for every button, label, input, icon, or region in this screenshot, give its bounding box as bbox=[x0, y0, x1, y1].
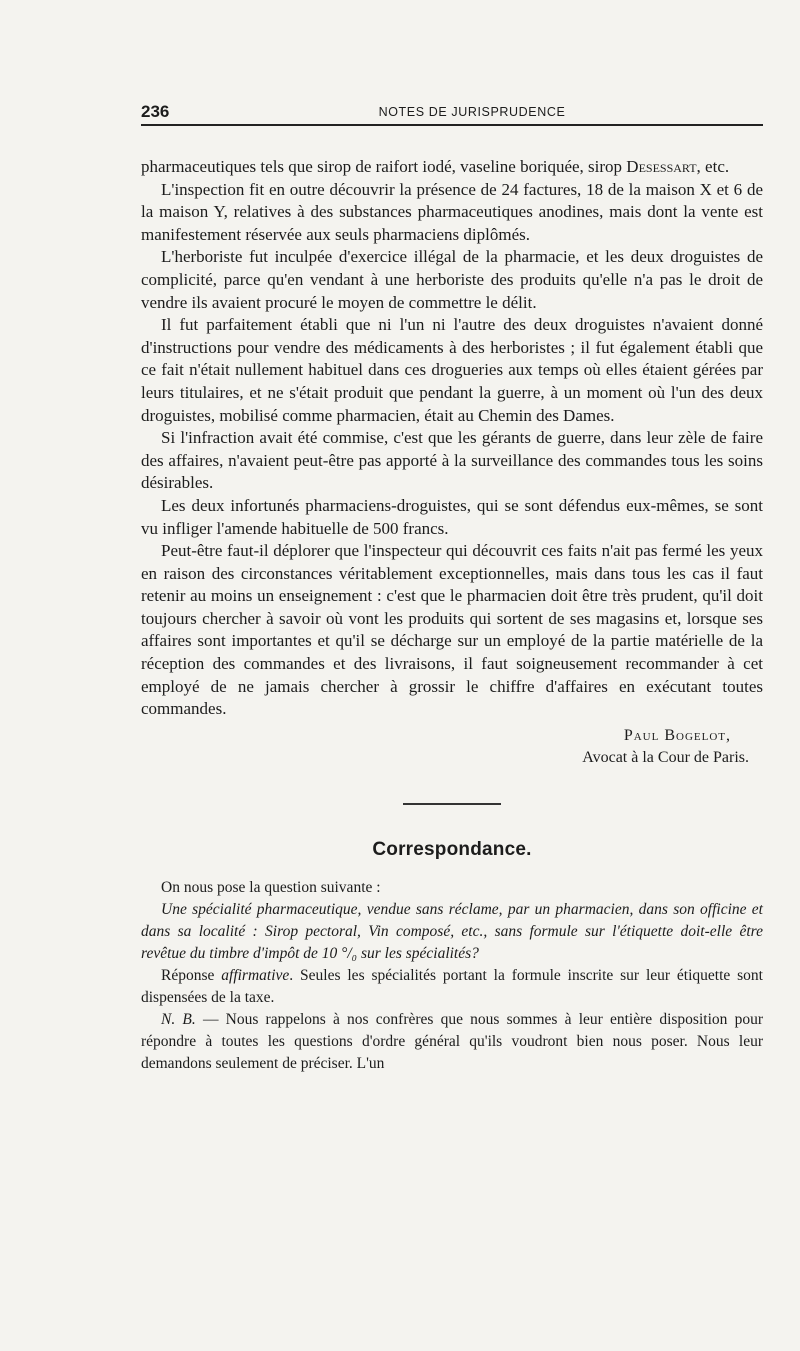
article-body bbox=[141, 156, 763, 721]
paragraph: L'inspection fit en outre découvrir la présence de 24 factures, 18 de la maison X et 6 de la maison Y, relatives à des substances pharmaceutiques anodines, mais dont la vente est manifestement réservée aux seuls pharmaciens diplômés. bbox=[141, 179, 763, 244]
paragraph: Il fut parfaitement établi que ni l'un ni l'autre des deux droguistes n'avaient donné d'instructions pour vendre des médicaments à des herboristes ; il fut également établi que ce fait n'était nullement habituel dans ces drogueries aux temps où elles étaient gérées par leurs titulaires, et ne s'était produit que pendant la guerre, à un moment où l'un des deux droguistes, mobilisé comme pharmacien, était au Chemin des Dames. bbox=[141, 315, 763, 425]
running-title: NOTES DE JURISPRUDENCE bbox=[378, 105, 566, 119]
section-title: Correspondance. bbox=[372, 838, 532, 860]
note bbox=[141, 1009, 763, 1075]
answer-word: affirmative bbox=[221, 966, 290, 984]
author-name: Paul Bogelot, bbox=[623, 726, 731, 744]
paragraph-text: , etc. bbox=[696, 157, 730, 176]
paragraph: L'herboriste fut inculpée d'exercice illégal de la pharmacie, et les deux droguistes de complicité, parce qu'en vendant à une herboriste des produits qu'elle n'a pas le droit de vendre ils avaient procuré le moyen de commettre le délit. bbox=[141, 247, 763, 312]
paragraph: On nous pose la question suivante : bbox=[161, 878, 381, 896]
page bbox=[141, 96, 763, 1075]
paragraph-text: pharmaceutiques tels que sirop de raifort iodé, vaseline boriquée, sirop bbox=[141, 157, 623, 176]
page-number: 236 bbox=[141, 102, 170, 121]
paragraph: Peut-être faut-il déplorer que l'inspecteur qui découvrit ces faits n'ait pas fermé les yeux en raison des circonstances véritablement exceptionnelles, mais dans tous les cas il faut retenir au moins un enseignement : c'est que le pharmacien doit être très prudent, qu'il doit toujours chercher à savoir où vont les produits qui sortent de ses magasins et, lorsque ses affaires sont importantes et qu'il se décharge sur un employé de la partie matérielle de la réception des commandes et des livraisons, il faut soigneusement recommander à cet employé de ne jamais chercher à grossir le chiffre d'affaires en exécutant toutes commandes. bbox=[141, 541, 763, 719]
paragraph: Si l'infraction avait été commise, c'est que les gérants de guerre, dans leur zèle de faire des affaires, n'avaient peut-être pas apporté à la surveillance des commandes tous les soins désirables. bbox=[141, 428, 763, 493]
note-text: — Nous rappelons à nos confrères que nous sommes à leur entière disposition pour répondre à toutes les questions d'ordre général qu'ils voudront bien nous poser. Nous leur demandons seulement de préciser. L'un bbox=[141, 1010, 763, 1072]
question: Une spécialité pharmaceutique, vendue sans réclame, par un pharmacien, dans son officine et dans sa localité : Sirop pectoral, Vin composé, etc., sans formule sur l'étiquette doit-elle être revêtue du timbre d'impôt de 10 °/₀ sur les spécialités? bbox=[141, 900, 763, 962]
correspondence-section bbox=[141, 877, 763, 1075]
page-header bbox=[141, 96, 763, 126]
author-title: Avocat à la Cour de Paris. bbox=[582, 748, 749, 766]
answer bbox=[141, 965, 763, 1009]
answer-prefix: Réponse bbox=[161, 966, 215, 984]
paragraph: Les deux infortunés pharmaciens-droguistes, qui se sont défendus eux-mêmes, se sont vu infliger l'amende habituelle de 500 francs. bbox=[141, 495, 763, 538]
paragraph bbox=[141, 156, 763, 179]
proper-name: Desessart bbox=[626, 157, 697, 176]
note-label: N. B. bbox=[161, 1010, 196, 1028]
section-divider bbox=[403, 803, 501, 805]
signature bbox=[141, 725, 763, 769]
answer-text: . Seules les spécialités portant la formule inscrite sur leur étiquette sont dispensées de la taxe. bbox=[141, 966, 763, 1006]
